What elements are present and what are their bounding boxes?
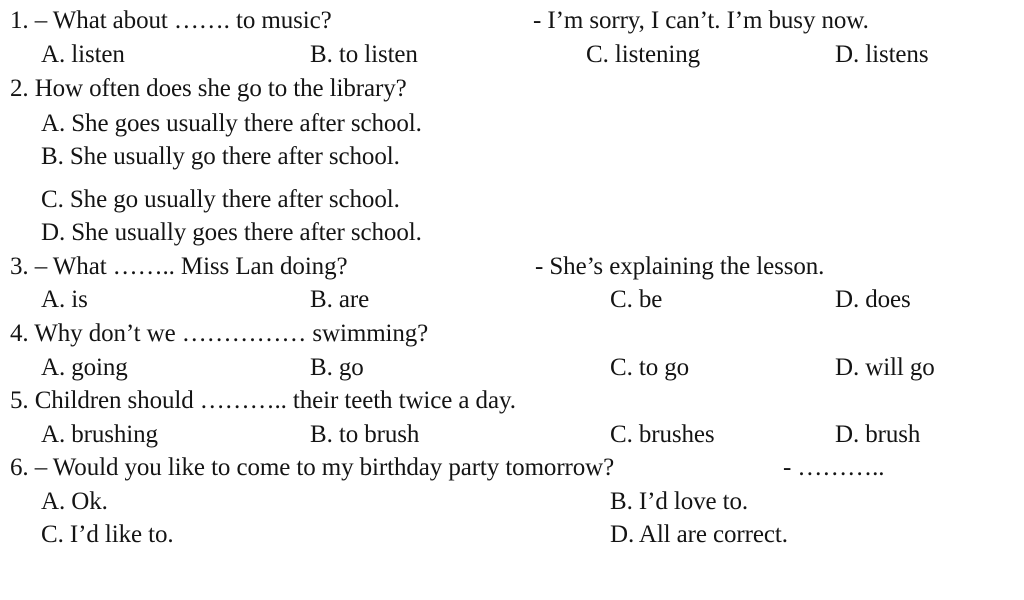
q1-option-d: D. listens <box>835 41 929 68</box>
q1-stem: 1. – What about ……. to music? <box>10 7 332 34</box>
q6-option-d: D. All are correct. <box>610 521 788 548</box>
q5-option-b: B. to brush <box>310 421 420 448</box>
q5-option-d: D. brush <box>835 421 921 448</box>
q5-option-a: A. brushing <box>41 421 158 448</box>
q5-option-c: C. brushes <box>610 421 715 448</box>
q3-option-d: D. does <box>835 286 911 313</box>
q2-option-a: A. She goes usually there after school. <box>41 110 422 137</box>
q2-option-b: B. She usually go there after school. <box>41 143 400 170</box>
q3-option-a: A. is <box>41 286 88 313</box>
q5-stem: 5. Children should ……….. their teeth twice a day. <box>10 387 516 414</box>
q1-option-b: B. to listen <box>310 41 418 68</box>
q4-stem: 4. Why don’t we …………… swimming? <box>10 320 429 347</box>
q3-response: - She’s explaining the lesson. <box>535 253 825 280</box>
q2-option-d: D. She usually goes there after school. <box>41 219 422 246</box>
q1-option-a: A. listen <box>41 41 125 68</box>
q3-option-c: C. be <box>610 286 663 313</box>
q6-response: - ……….. <box>783 454 885 481</box>
q6-option-a: A. Ok. <box>41 488 108 515</box>
q2-option-c: C. She go usually there after school. <box>41 186 400 213</box>
q4-option-a: A. going <box>41 354 128 381</box>
q4-option-b: B. go <box>310 354 364 381</box>
q1-response: - I’m sorry, I can’t. I’m busy now. <box>533 7 869 34</box>
q6-option-b: B. I’d love to. <box>610 488 749 515</box>
q6-stem: 6. – Would you like to come to my birthday party tomorrow? <box>10 454 615 481</box>
q1-option-c: C. listening <box>586 41 701 68</box>
q6-option-c: C. I’d like to. <box>41 521 174 548</box>
q4-option-d: D. will go <box>835 354 935 381</box>
q2-stem: 2. How often does she go to the library? <box>10 75 407 102</box>
q4-option-c: C. to go <box>610 354 690 381</box>
q3-option-b: B. are <box>310 286 370 313</box>
q3-stem: 3. – What …….. Miss Lan doing? <box>10 253 348 280</box>
